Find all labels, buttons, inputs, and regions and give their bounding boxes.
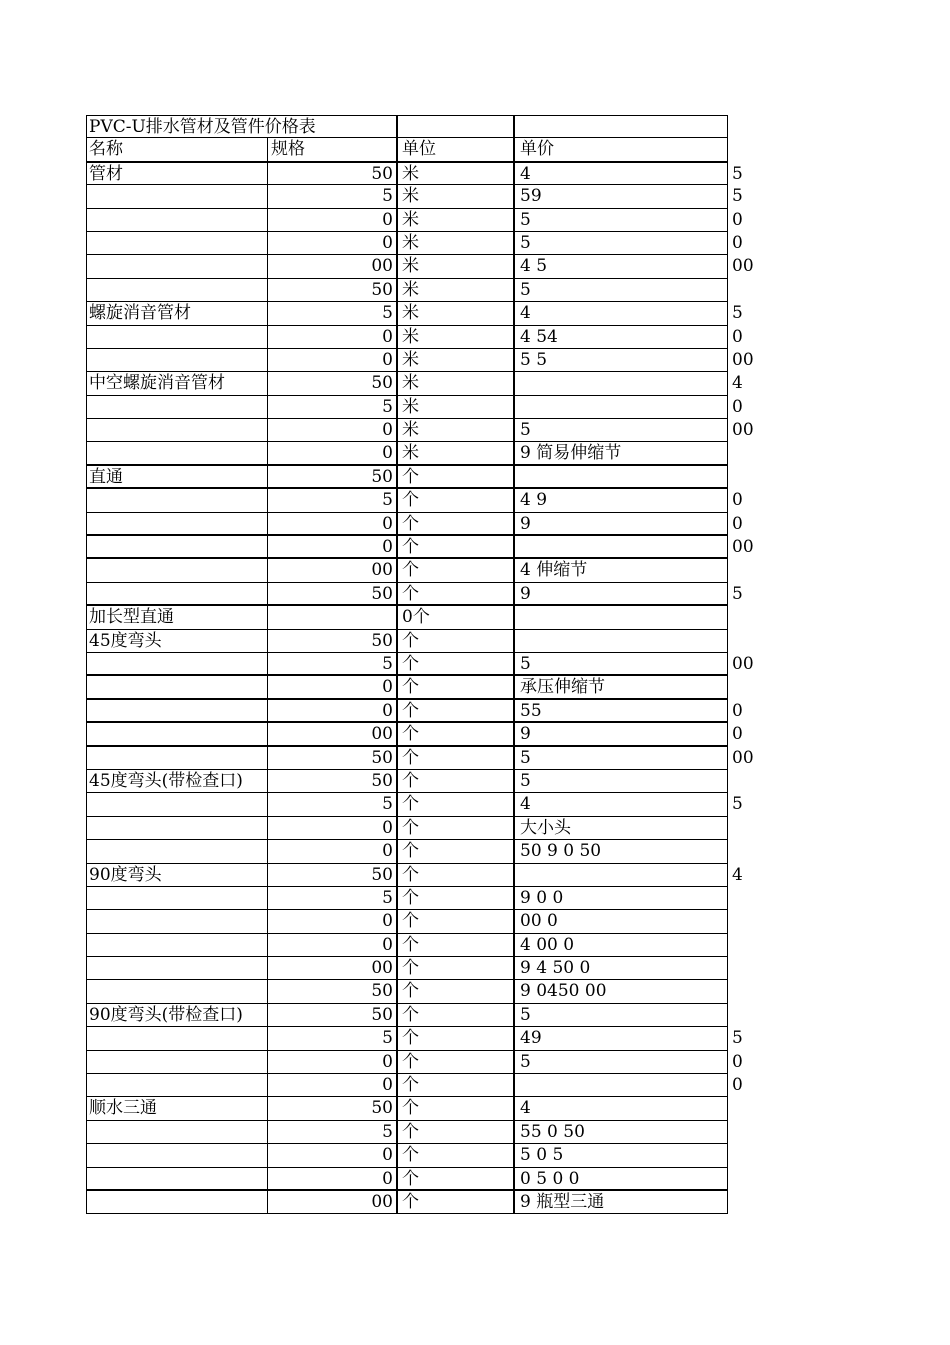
price-cell — [513, 536, 729, 557]
unit-cell: 米 — [396, 326, 513, 348]
unit-cell: 个 — [396, 559, 513, 581]
price-cell: 4 54 — [513, 326, 729, 348]
table-row — [86, 934, 728, 957]
table-row — [86, 630, 728, 653]
name-cell — [89, 349, 267, 371]
price-cell: 承压伸缩节 — [513, 676, 729, 697]
overflow-cell: 00 — [732, 256, 754, 277]
title-price-cell — [513, 116, 729, 137]
price-cell — [513, 466, 729, 487]
name-cell — [89, 676, 267, 697]
name-cell — [89, 209, 267, 231]
price-cell: 4 — [513, 1097, 729, 1119]
table-row — [86, 419, 754, 442]
spec-cell — [267, 606, 396, 628]
unit-cell: 个 — [396, 864, 513, 886]
name-cell: 顺水三通 — [89, 1098, 157, 1119]
spec-cell: 0 — [267, 1051, 396, 1073]
table-row — [86, 653, 754, 676]
price-cell: 9 — [513, 513, 729, 534]
spec-cell: 50 — [267, 980, 396, 1002]
name-cell: 直通 — [89, 466, 123, 487]
table-row — [86, 279, 728, 302]
price-cell: 55 0 50 — [513, 1121, 729, 1143]
unit-cell: 个 — [396, 1074, 513, 1096]
unit-cell: 米 — [396, 163, 513, 184]
overflow-cell: 0 — [732, 1051, 743, 1072]
table-row — [86, 606, 728, 629]
name-cell — [89, 583, 267, 604]
overflow-cell: 5 — [732, 1028, 743, 1049]
title-unit-cell — [396, 116, 513, 137]
name-cell — [89, 232, 267, 254]
table-row — [86, 723, 743, 746]
table-row — [86, 442, 728, 465]
spec-cell: 0 — [267, 419, 396, 441]
header-name: 名称 — [89, 139, 123, 160]
table-row — [86, 536, 754, 559]
name-cell — [89, 489, 267, 511]
overflow-cell: 4 — [732, 373, 743, 394]
unit-cell: 个 — [396, 630, 513, 652]
unit-cell: 个 — [396, 723, 513, 744]
unit-cell: 米 — [396, 349, 513, 371]
spec-cell: 5 — [267, 1121, 396, 1143]
table-row — [86, 349, 754, 372]
table-title: PVC-U排水管材及管件价格表 — [89, 117, 316, 137]
spec-cell: 50 — [267, 630, 396, 652]
name-cell: 螺旋消音管材 — [89, 303, 191, 324]
price-cell: 5 — [513, 232, 729, 254]
overflow-cell: 00 — [732, 537, 754, 558]
name-cell: 加长型直通 — [89, 607, 174, 628]
spec-cell: 5 — [267, 396, 396, 418]
unit-cell: 个 — [396, 489, 513, 511]
unit-cell: 0个 — [396, 606, 513, 628]
price-cell: 5 — [513, 1004, 729, 1026]
table-row — [86, 1191, 728, 1214]
price-cell: 大小头 — [513, 817, 729, 839]
unit-cell: 个 — [396, 466, 513, 487]
spec-cell: 5 — [267, 1027, 396, 1049]
name-cell: 90度弯头(带检查口) — [89, 1004, 243, 1025]
price-cell — [513, 630, 729, 652]
unit-cell: 个 — [396, 840, 513, 862]
overflow-cell: 00 — [732, 349, 754, 370]
name-cell — [89, 255, 267, 277]
spec-cell: 0 — [267, 1168, 396, 1189]
price-cell: 4 伸缩节 — [513, 559, 729, 581]
table-row — [86, 162, 743, 185]
name-cell — [89, 1027, 267, 1049]
spec-cell: 5 — [267, 793, 396, 815]
unit-cell: 个 — [396, 817, 513, 839]
overflow-cell: 00 — [732, 747, 754, 768]
overflow-cell: 5 — [732, 186, 743, 207]
spec-cell: 0 — [267, 700, 396, 721]
table-row — [86, 1074, 743, 1097]
spec-cell: 5 — [267, 653, 396, 674]
price-cell: 49 — [513, 1027, 729, 1049]
table-body — [86, 162, 754, 1215]
price-cell: 9 4 50 0 — [513, 957, 729, 979]
table-row — [86, 185, 743, 208]
overflow-cell: 5 — [732, 583, 743, 604]
name-cell — [89, 747, 267, 769]
name-cell — [89, 723, 267, 744]
spec-cell: 00 — [267, 1191, 396, 1213]
name-cell — [89, 840, 267, 862]
price-cell: 9 简易伸缩节 — [513, 442, 729, 463]
table-row — [86, 326, 743, 349]
spec-cell: 0 — [267, 840, 396, 862]
table-row — [86, 980, 728, 1003]
header-unit: 单位 — [396, 138, 513, 160]
table-row — [86, 466, 728, 489]
unit-cell: 米 — [396, 255, 513, 277]
price-cell: 5 — [513, 279, 729, 301]
name-cell — [89, 326, 267, 348]
name-cell — [89, 653, 267, 674]
price-cell: 5 5 — [513, 349, 729, 371]
table-row — [86, 372, 743, 395]
unit-cell: 个 — [396, 676, 513, 697]
spec-cell: 50 — [267, 583, 396, 604]
unit-cell: 米 — [396, 232, 513, 254]
table-row — [86, 1168, 728, 1191]
unit-cell: 米 — [396, 442, 513, 463]
price-cell: 4 — [513, 302, 729, 324]
price-cell: 5 — [513, 419, 729, 441]
spec-cell: 0 — [267, 1144, 396, 1166]
spec-cell: 0 — [267, 817, 396, 839]
table-row — [86, 513, 743, 536]
name-cell — [89, 910, 267, 932]
table-row — [86, 1144, 728, 1167]
spec-cell: 50 — [267, 372, 396, 394]
unit-cell: 个 — [396, 513, 513, 534]
overflow-cell: 0 — [732, 232, 743, 253]
table-row — [86, 1121, 728, 1144]
spec-cell: 0 — [267, 536, 396, 557]
overflow-cell: 0 — [732, 326, 743, 347]
unit-cell: 个 — [396, 1097, 513, 1119]
name-cell — [89, 934, 267, 956]
overflow-cell: 5 — [732, 794, 743, 815]
price-cell: 5 — [513, 770, 729, 792]
name-cell: 45度弯头 — [89, 630, 162, 651]
spec-cell: 00 — [267, 957, 396, 979]
unit-cell: 个 — [396, 793, 513, 815]
name-cell — [89, 185, 267, 207]
overflow-cell: 4 — [732, 864, 743, 885]
unit-cell: 米 — [396, 372, 513, 394]
unit-cell: 个 — [396, 934, 513, 956]
name-cell — [89, 817, 267, 839]
name-cell — [89, 793, 267, 815]
name-cell — [89, 279, 267, 301]
unit-cell: 个 — [396, 910, 513, 932]
unit-cell: 个 — [396, 957, 513, 979]
table-row — [86, 700, 743, 723]
title-row — [86, 115, 728, 138]
unit-cell: 米 — [396, 302, 513, 324]
spec-cell: 00 — [267, 723, 396, 744]
name-cell — [89, 1051, 267, 1073]
table-row — [86, 817, 728, 840]
overflow-cell: 00 — [732, 420, 754, 441]
price-cell — [513, 864, 729, 886]
table-row — [86, 887, 728, 910]
unit-cell: 个 — [396, 980, 513, 1002]
price-table — [86, 115, 754, 1214]
unit-cell: 个 — [396, 747, 513, 769]
name-cell: 中空螺旋消音管材 — [89, 373, 225, 394]
unit-cell: 个 — [396, 1191, 513, 1213]
table-row — [86, 559, 728, 582]
table-row — [86, 864, 743, 887]
spec-cell: 0 — [267, 513, 396, 534]
table-row — [86, 255, 754, 278]
spec-cell: 50 — [267, 279, 396, 301]
price-cell: 4 — [513, 163, 729, 184]
spec-cell: 0 — [267, 1074, 396, 1096]
unit-cell: 个 — [396, 1027, 513, 1049]
unit-cell: 米 — [396, 185, 513, 207]
unit-cell: 米 — [396, 419, 513, 441]
table-row — [86, 676, 728, 699]
price-cell: 5 — [513, 747, 729, 769]
table-row — [86, 396, 743, 419]
price-cell: 9 — [513, 723, 729, 744]
name-cell — [89, 700, 267, 721]
spec-cell: 0 — [267, 209, 396, 231]
spec-cell: 0 — [267, 232, 396, 254]
price-cell: 5 0 5 — [513, 1144, 729, 1166]
spec-cell: 0 — [267, 442, 396, 463]
table-row — [86, 1051, 743, 1074]
spec-cell: 50 — [267, 163, 396, 184]
unit-cell: 个 — [396, 583, 513, 604]
unit-cell: 米 — [396, 279, 513, 301]
price-cell: 4 — [513, 793, 729, 815]
price-cell: 55 — [513, 700, 729, 721]
unit-cell: 个 — [396, 653, 513, 674]
price-cell — [513, 1074, 729, 1096]
overflow-cell: 0 — [732, 724, 743, 745]
table-row — [86, 910, 728, 933]
name-cell — [89, 396, 267, 418]
overflow-cell: 0 — [732, 1075, 743, 1096]
overflow-cell: 5 — [732, 303, 743, 324]
price-cell: 4 00 0 — [513, 934, 729, 956]
overflow-cell: 0 — [732, 700, 743, 721]
table-row — [86, 232, 743, 255]
name-cell — [89, 1144, 267, 1166]
price-cell: 0 5 0 0 — [513, 1168, 729, 1189]
price-cell: 9 瓶型三通 — [513, 1191, 729, 1213]
table-row — [86, 770, 728, 793]
spec-cell: 50 — [267, 770, 396, 792]
price-cell: 4 9 — [513, 489, 729, 511]
price-cell: 50 9 0 50 — [513, 840, 729, 862]
spec-cell: 50 — [267, 864, 396, 886]
spec-cell: 5 — [267, 185, 396, 207]
unit-cell: 个 — [396, 887, 513, 909]
name-cell — [89, 957, 267, 979]
table-row — [86, 302, 743, 325]
name-cell — [89, 1121, 267, 1143]
spec-cell: 0 — [267, 934, 396, 956]
spec-cell: 00 — [267, 559, 396, 581]
overflow-cell: 0 — [732, 490, 743, 511]
unit-cell: 个 — [396, 1051, 513, 1073]
table-row — [86, 793, 743, 816]
price-cell: 59 — [513, 185, 729, 207]
table-row — [86, 489, 743, 512]
price-cell: 9 0 0 — [513, 887, 729, 909]
name-cell — [89, 1191, 267, 1213]
overflow-cell: 00 — [732, 653, 754, 674]
spec-cell: 5 — [267, 489, 396, 511]
unit-cell: 个 — [396, 700, 513, 721]
unit-cell: 个 — [396, 536, 513, 557]
table-row — [86, 1004, 728, 1027]
name-cell: 管材 — [89, 163, 123, 184]
table-row — [86, 209, 743, 232]
name-cell — [89, 442, 267, 463]
unit-cell: 个 — [396, 1121, 513, 1143]
name-cell — [89, 559, 267, 581]
spec-cell: 50 — [267, 1097, 396, 1119]
overflow-cell: 0 — [732, 209, 743, 230]
header-row — [86, 138, 728, 161]
unit-cell: 米 — [396, 396, 513, 418]
unit-cell: 个 — [396, 1168, 513, 1189]
header-spec: 规格 — [267, 138, 396, 160]
spec-cell: 50 — [267, 1004, 396, 1026]
price-cell: 5 — [513, 653, 729, 674]
unit-cell: 米 — [396, 209, 513, 231]
price-cell: 00 0 — [513, 910, 729, 932]
spec-cell: 5 — [267, 302, 396, 324]
name-cell — [89, 536, 267, 557]
spec-cell: 0 — [267, 910, 396, 932]
price-cell: 5 — [513, 1051, 729, 1073]
spec-cell: 50 — [267, 466, 396, 487]
table-row — [86, 1027, 743, 1050]
overflow-cell: 0 — [732, 513, 743, 534]
unit-cell: 个 — [396, 1144, 513, 1166]
name-cell — [89, 887, 267, 909]
price-cell: 5 — [513, 209, 729, 231]
name-cell — [89, 1074, 267, 1096]
spec-cell: 0 — [267, 326, 396, 348]
unit-cell: 个 — [396, 1004, 513, 1026]
header-price: 单价 — [513, 138, 729, 160]
table-row — [86, 583, 743, 606]
name-cell — [89, 513, 267, 534]
unit-cell: 个 — [396, 770, 513, 792]
spec-cell: 50 — [267, 747, 396, 769]
price-cell — [513, 396, 729, 418]
price-cell — [513, 372, 729, 394]
overflow-cell: 5 — [732, 163, 743, 184]
spec-cell: 00 — [267, 255, 396, 277]
name-cell: 45度弯头(带检查口) — [89, 770, 243, 791]
spec-cell: 0 — [267, 349, 396, 371]
name-cell — [89, 419, 267, 441]
table-row — [86, 957, 728, 980]
name-cell: 90度弯头 — [89, 864, 162, 885]
spec-cell: 0 — [267, 676, 396, 697]
price-cell: 9 — [513, 583, 729, 604]
name-cell — [89, 1168, 267, 1189]
price-cell: 9 0450 00 — [513, 980, 729, 1002]
name-cell — [89, 980, 267, 1002]
price-cell — [513, 606, 729, 628]
table-row — [86, 1097, 728, 1120]
table-row — [86, 747, 754, 770]
table-row — [86, 840, 728, 863]
spec-cell: 5 — [267, 887, 396, 909]
price-cell: 4 5 — [513, 255, 729, 277]
overflow-cell: 0 — [732, 396, 743, 417]
